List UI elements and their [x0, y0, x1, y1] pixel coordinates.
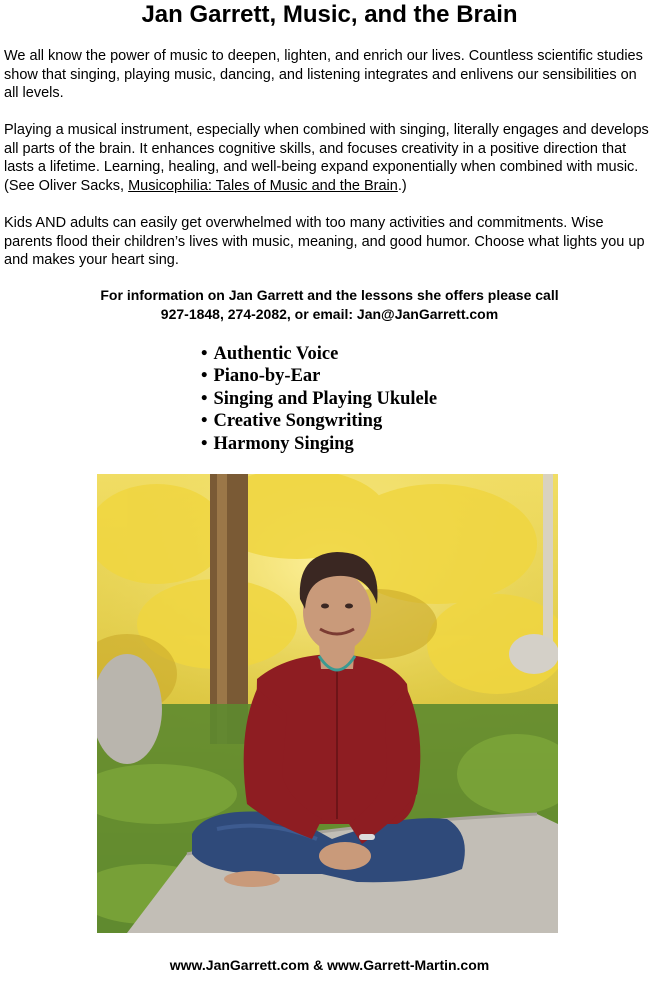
- lesson-label: Creative Songwriting: [213, 411, 383, 432]
- contact-line-1: For information on Jan Garrett and the lessons she offers please call: [100, 287, 559, 303]
- bullet-icon: •: [201, 411, 208, 432]
- list-item: [201, 343, 437, 365]
- book-title: Musicophilia: Tales of Music and the Brain: [128, 177, 398, 194]
- lesson-label: Harmony Singing: [213, 433, 354, 454]
- list-item: [201, 433, 437, 455]
- page-title: Jan Garrett, Music, and the Brain: [141, 1, 518, 28]
- bullet-icon: •: [201, 433, 208, 454]
- lesson-label: Piano-by-Ear: [213, 366, 321, 387]
- lessons-list: [201, 343, 437, 455]
- bullet-icon: •: [201, 388, 208, 409]
- contact-line-2: 927-1848, 274-2082, or email: Jan@JanGarrett.com: [160, 305, 499, 322]
- footer-websites: www.JanGarrett.com & www.Garrett-Martin.com: [169, 957, 490, 973]
- list-item: [201, 388, 437, 410]
- portrait-photo: [97, 474, 558, 933]
- lesson-label: Singing and Playing Ukulele: [213, 388, 438, 409]
- kids-paragraph: Kids AND adults can easily get overwhelmed with too many activities and commitments. Wise parents flood their children’s lives with music, meaning, and good humor. Choose what lights you up and makes your heart sing.: [4, 215, 645, 268]
- brain-paragraph: [4, 121, 654, 195]
- brain-paragraph-text: Playing a musical instrument, especially when combined with singing, literally engages and develops all parts of the brain. It enhances cognitive skills, and focuses creativity in a positive direction that lasts a lifetime. Learning, healing, and well-being expand exponentially when combined with music. (See Oliver Sacks,: [4, 122, 649, 194]
- bullet-icon: •: [201, 344, 208, 364]
- list-item: [201, 365, 437, 387]
- bullet-icon: •: [201, 366, 208, 387]
- portrait-illustration: [97, 474, 558, 933]
- intro-paragraph: We all know the power of music to deepen, lighten, and enrich our lives. Countless scientific studies show that singing, playing music, dancing, and listening integrates and enlivens our sensibilities on all levels.: [4, 48, 643, 101]
- list-item: [201, 410, 437, 432]
- brain-paragraph-end: .): [397, 177, 407, 194]
- lesson-label: Authentic Voice: [213, 344, 339, 364]
- contact-info: [0, 286, 659, 323]
